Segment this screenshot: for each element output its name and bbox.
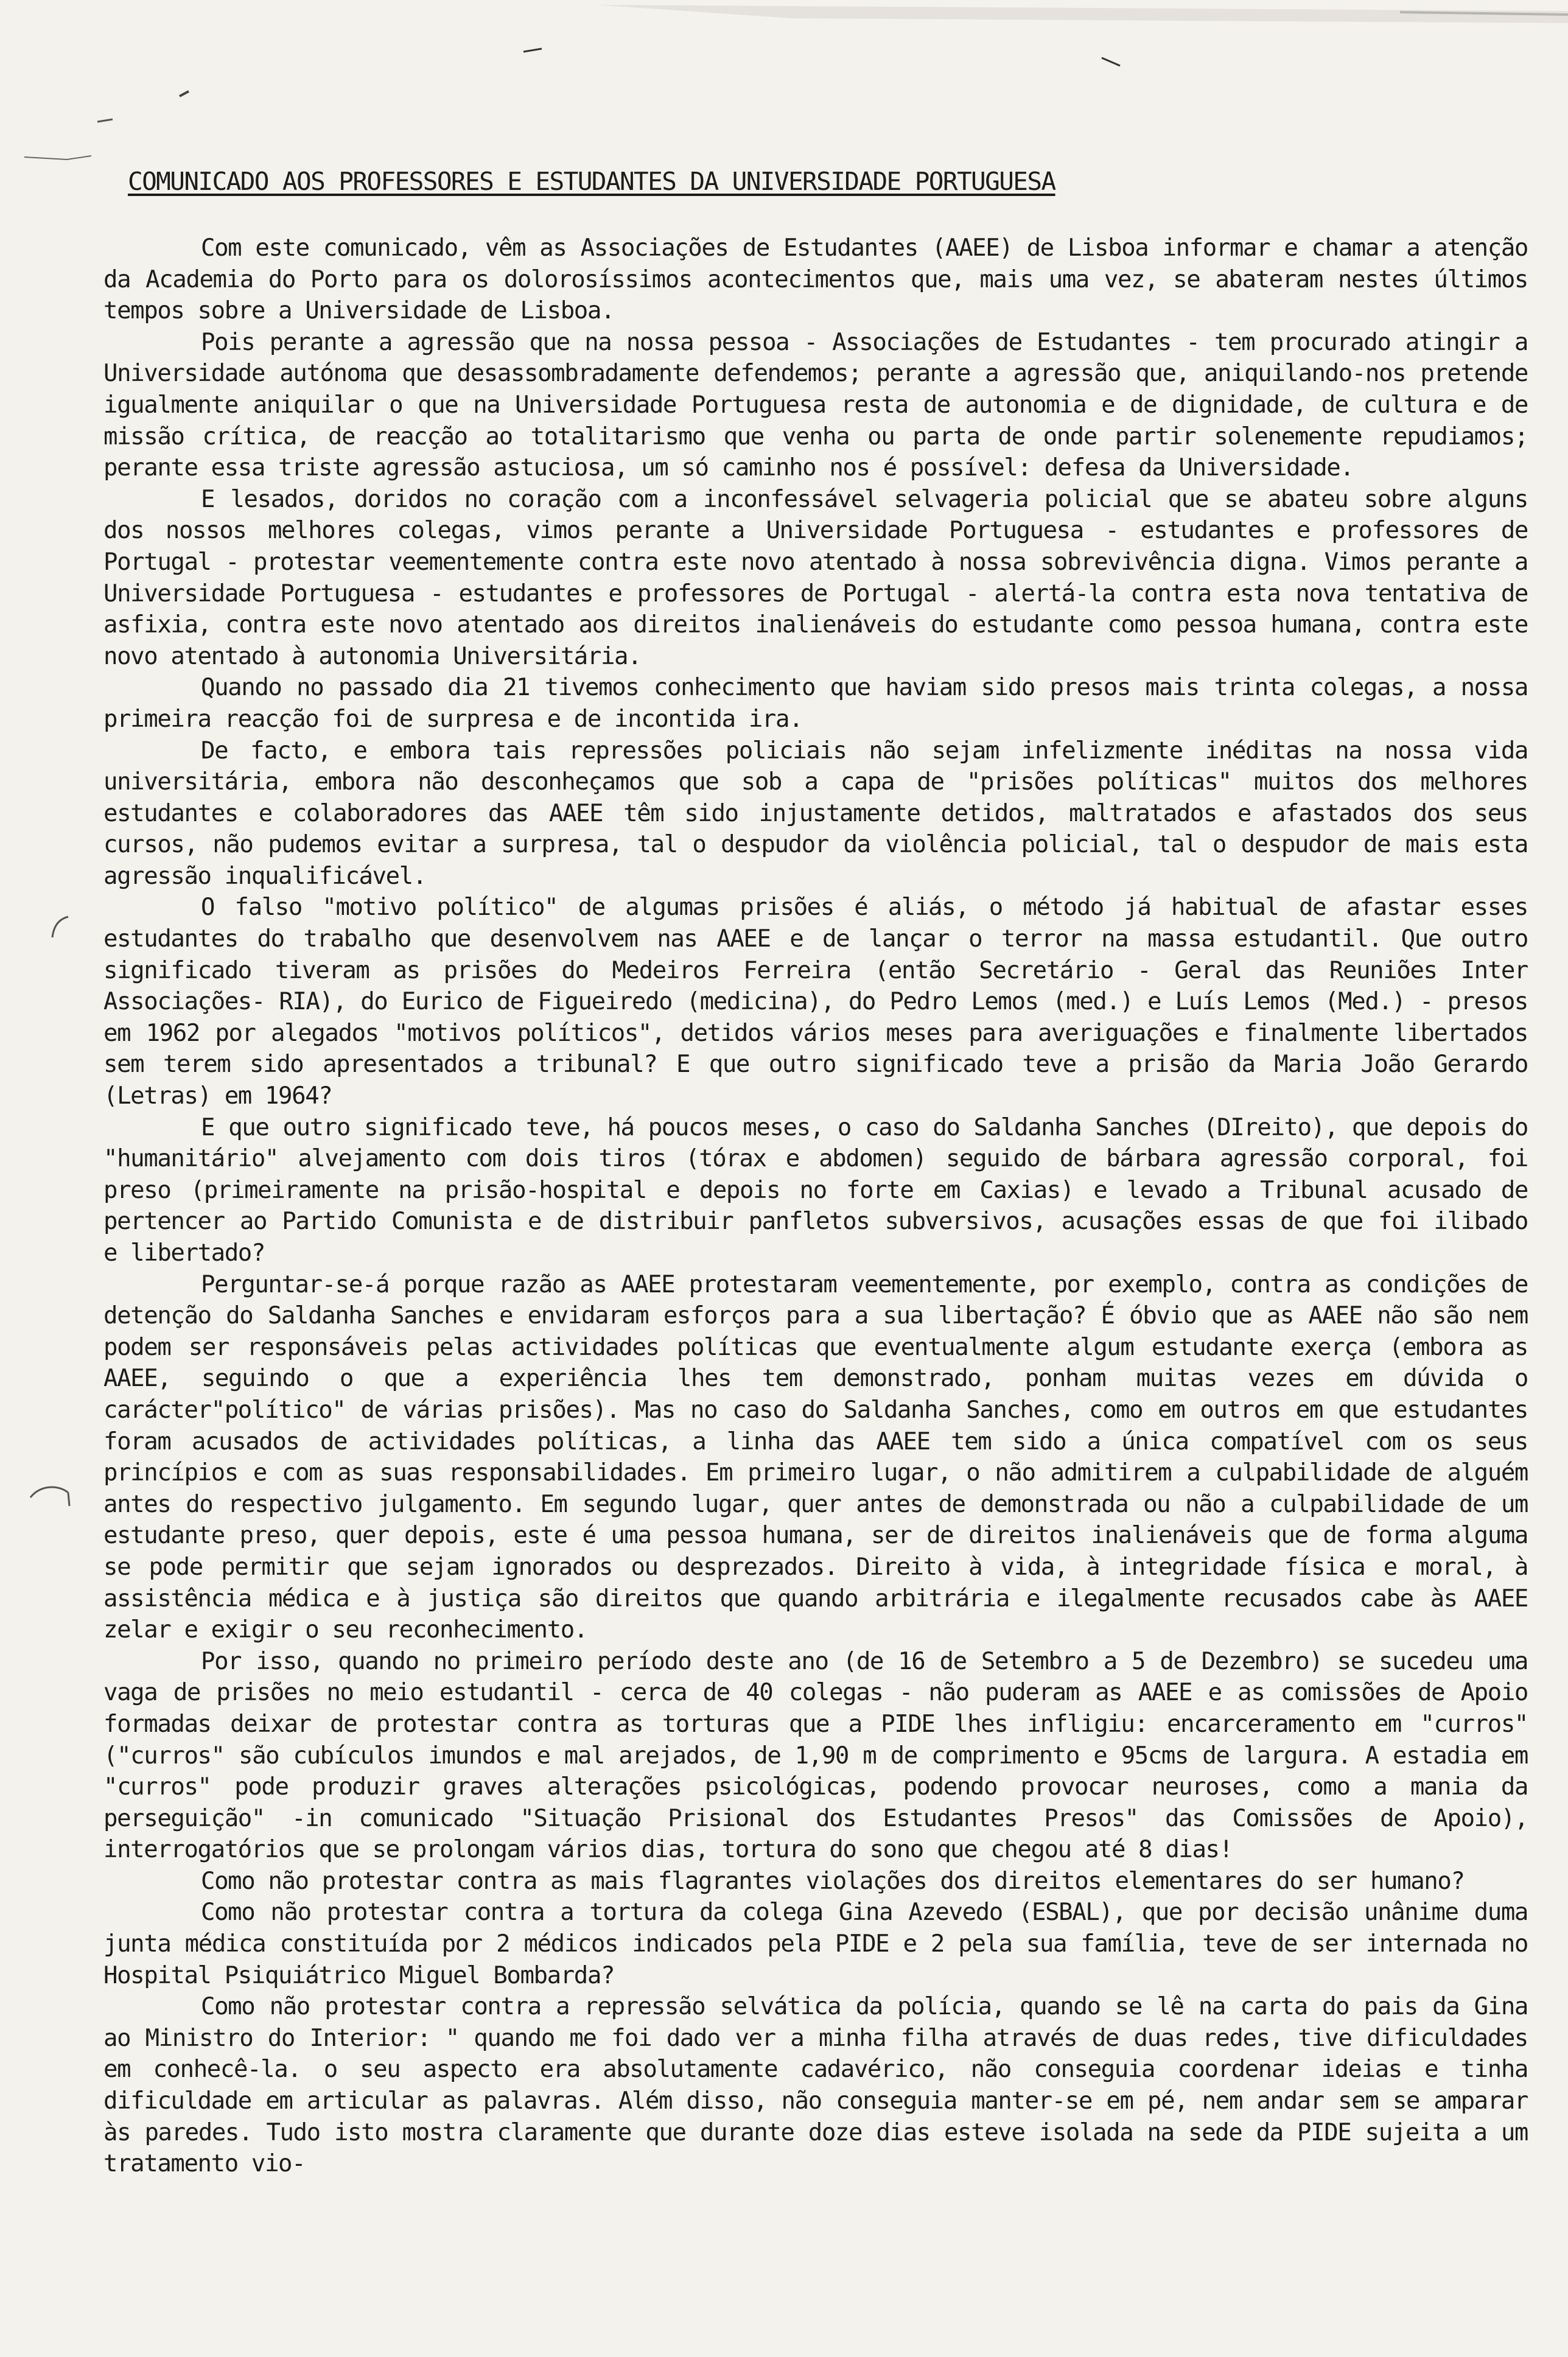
paragraph: Como não protestar contra as mais flagrantes violações dos direitos elementares do ser humano? <box>201 1867 1465 1895</box>
paragraph: Quando no passado dia 21 tivemos conhecimento que haviam sido presos mais trinta colegas, a nossa primeira reacção foi de surpresa e de incontida ira. <box>103 674 1528 733</box>
margin-mark <box>24 1479 73 1516</box>
document-title: COMUNICADO AOS PROFESSORES E ESTUDANTES DA UNIVERSIDADE PORTUGUESA <box>128 167 1055 196</box>
paragraph: Como não protestar contra a repressão selvática da polícia, quando se lê na carta do pais da Gina ao Ministro do Interior: " quando me foi dado ver a minha filha através de duas redes, tive dificuldades em conhecê-la. o seu aspecto era absolutamente cadavérico, não conseguia coordenar ideias e tinha dificuldade em articular as palavras. Além disso, não conseguia manter-se em pé, nem andar sem se amparar às paredes. Tudo isto mostra claramente que durante doze dias esteve isolada na sede da PIDE sujeita a um tratamento vio- <box>103 1993 1528 2178</box>
paragraph: E lesados, doridos no coração com a inconfessável selvageria policial que se abateu sobre alguns dos nossos melhores colegas, vimos perante a Universidade Portuguesa - estudantes e professores de Portugal - protestar veementemente contra este novo atentado à nossa sobrevivência digna. Vimos perante a Universidade Portuguesa - estudantes e professores de Portugal - alertá-la contra esta nova tentativa de asfixia, contra este novo atentado aos direitos inalienáveis do estudante como pessoa humana, contra este novo atentado à autonomia Universitária. <box>103 485 1528 670</box>
paragraph: E que outro significado teve, há poucos meses, o caso do Saldanha Sanches (DIreito), que depois do "humanitário" alvejamento com dois tiros (tórax e abdomen) seguido de bárbara agressão corporal, foi preso (primeiramente na prisão-hospital e depois no forte em Caxias) e levado a Tribunal acusado de pertencer ao Partido Comunista e de distribuir panfletos subversivos, acusações essas de que foi ilibado e libertado? <box>103 1113 1528 1267</box>
paragraph: De facto, e embora tais repressões policiais não sejam infelizmente inéditas na nossa vida universitária, embora não desconheçamos que sob a capa de "prisões políticas" muitos dos melhores estudantes e colaboradores das AAEE têm sido injustamente detidos, maltratados e afastados dos seus cursos, não pudemos evitar a surpresa, tal o despudor da violência policial, tal o despudor de mais esta agressão inqualificável. <box>103 737 1528 890</box>
margin-mark <box>47 913 72 950</box>
paragraph: Pois perante a agressão que na nossa pessoa - Associações de Estudantes - tem procurado atingir a Universidade autónoma que desassombradamente defendemos; perante a agressão que, aniquilando-nos pretende igualmente aniquilar o que na Universidade Portuguesa resta de autonomia e de dignidade, de cultura e de missão crítica, de reacção ao totalitarismo que venha ou parta de onde partir solenemente repudiamos; perante essa triste agressão astuciosa, um só caminho nos é possível: defesa da Universidade. <box>103 328 1528 482</box>
paragraph: Por isso, quando no primeiro período deste ano (de 16 de Setembro a 5 de Dezembro) se sucedeu uma vaga de prisões no meio estudantil - cerca de 40 colegas - não puderam as AAEE e as comissões de Apoio formadas deixar de protestar contra as torturas que a PIDE lhes infligiu: encarceramento em "curros" ("curros" são cubículos imundos e mal arejados, de 1,90 m de comprimento e 95cms de largura. A estadia em "curros" pode produzir graves alterações psicológicas, podendo provocar neuroses, como a mania da perseguição" -in comunicado "Situação Prisional dos Estudantes Presos" das Comissões de Apoio), interrogatórios que se prolongam vários dias, tortura do sono que chegou até 8 dias! <box>103 1647 1528 1864</box>
paragraph: Com este comunicado, vêm as Associações de Estudantes (AAEE) de Lisboa informar e chamar a atenção da Academia do Porto para os dolorosíssimos acontecimentos que, mais uma vez, se abateram nestes últimos tempos sobre a Universidade de Lisboa. <box>103 234 1528 325</box>
paragraph: Como não protestar contra a tortura da colega Gina Azevedo (ESBAL), que por decisão unânime duma junta médica constituída por 2 médicos indicados pela PIDE e 2 pela sua família, teve de ser internada no Hospital Psiquiátrico Miguel Bombarda? <box>103 1899 1528 1989</box>
paragraph: O falso "motivo político" de algumas prisões é aliás, o método já habitual de afastar esses estudantes do trabalho que desenvolvem nas AAEE e de lançar o terror na massa estudantil. Que outro significado tiveram as prisões do Medeiros Ferreira (então Secretário - Geral das Reuniões Inter Associações- RIA), do Eurico de Figueiredo (medicina), do Pedro Lemos (med.) e Luís Lemos (Med.) - presos em 1962 por alegados "motivos políticos", detidos vários meses para averiguações e finalmente libertados sem terem sido apresentados a tribunal? E que outro significado teve a prisão da Maria João Gerardo (Letras) em 1964? <box>103 894 1528 1110</box>
paragraph: Perguntar-se-á porque razão as AAEE protestaram veementemente, por exemplo, contra as condições de detenção do Saldanha Sanches e envidaram esforços para a sua libertação? É óbvio que as AAEE não são nem podem ser responsáveis pelas actividades políticas que eventualmente algum estudante exerça (embora as AAEE, seguindo o que a experiência lhes tem demonstrado, ponham muitas vezes em dúvida o carácter"político" de várias prisões). Mas no caso do Saldanha Sanches, como em outros em que estudantes foram acusados de actividades políticas, a linha das AAEE tem sido a única compatível com os seus princípios e com as suas responsabilidades. Em primeiro lugar, o não admitirem a culpabilidade de alguém antes do respectivo julgamento. Em segundo lugar, quer antes de demonstrada ou não a culpabilidade de um estudante preso, quer depois, este é uma pessoa humana, ser de direitos inalienáveis que de forma alguma se pode permitir que sejam ignorados ou desprezados. Direito à vida, à integridade física e moral, à assistência médica e à justiça são direitos que quando arbitrária e ilegalmente recusados cabe às AAEE zelar e exigir o seu reconhecimento. <box>103 1270 1528 1644</box>
document-body <box>103 164 1528 2180</box>
scan-artifacts <box>0 0 1568 164</box>
